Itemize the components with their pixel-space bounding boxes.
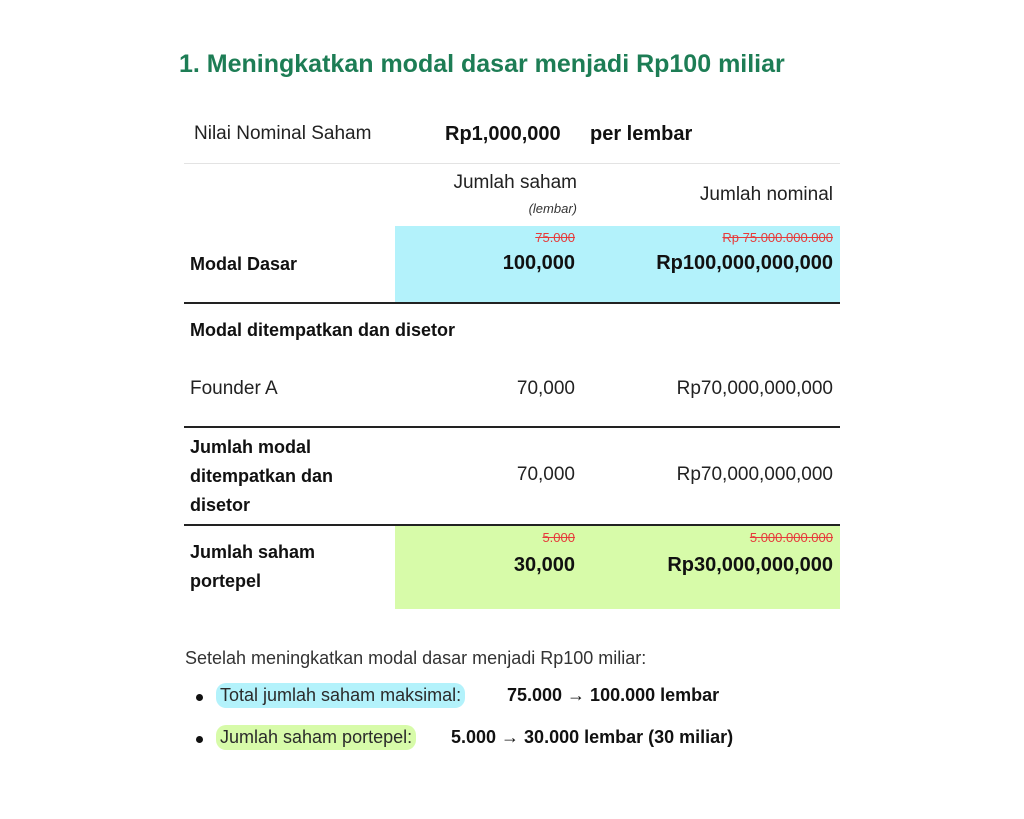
total-issued-label-2: ditempatkan dan <box>190 466 334 486</box>
nominal-unit: per lembar <box>590 123 693 145</box>
modal-dasar-old-amount: Rp 75.000.000.000 <box>722 230 833 245</box>
bullet-dot-icon <box>196 736 203 743</box>
summary-intro: Setelah meningkatkan modal dasar menjadi Rp100 miliar: <box>185 648 647 668</box>
modal-dasar-label: Modal Dasar <box>190 254 298 274</box>
nominal-label: Nilai Nominal Saham <box>194 123 372 144</box>
modal-dasar-new-shares: 100,000 <box>502 252 575 274</box>
founder-amount: Rp70,000,000,000 <box>676 378 833 399</box>
modal-dasar-new-amount: Rp100,000,000,000 <box>656 252 833 274</box>
total-issued-amount: Rp70,000,000,000 <box>676 464 833 485</box>
founder-label: Founder A <box>190 378 278 399</box>
table-row-portepel <box>184 526 840 609</box>
section-label: Modal ditempatkan dan disetor <box>190 320 456 340</box>
table-row-total-issued <box>184 428 840 526</box>
max-shares-change: 75.000 → 100.000 lembar <box>507 685 720 705</box>
portepel-shares-cell <box>395 526 581 609</box>
col-shares-subheader: (lembar) <box>528 201 577 216</box>
founder-shares: 70,000 <box>516 378 575 399</box>
table-header-row <box>184 164 840 226</box>
col-shares-header: Jumlah saham <box>453 172 577 193</box>
page-title: 1. Meningkatkan modal dasar menjadi Rp100 miliar <box>179 50 785 78</box>
nominal-value: Rp1,000,000 <box>445 123 561 145</box>
table-row-modal-dasar <box>184 226 840 304</box>
highlight-portepel: Jumlah saham portepel: <box>216 725 416 750</box>
modal-dasar-old-shares: 75.000 <box>535 230 575 245</box>
total-issued-label-3: disetor <box>190 495 251 515</box>
portepel-old-shares: 5.000 <box>542 530 575 545</box>
portepel-change: 5.000 → 30.000 lembar (30 miliar) <box>451 727 734 747</box>
portepel-label-2: portepel <box>190 571 262 591</box>
table-row-founder <box>184 360 840 428</box>
total-issued-label-1: Jumlah modal <box>190 437 312 457</box>
portepel-old-amount: 5.000.000.000 <box>749 530 833 545</box>
portepel-amount-cell <box>581 526 840 609</box>
modal-dasar-shares-cell <box>395 226 581 302</box>
portepel-new-amount: Rp30,000,000,000 <box>667 554 833 576</box>
nominal-value-row <box>184 105 840 164</box>
col-amount-header: Jumlah nominal <box>699 184 833 205</box>
total-issued-shares: 70,000 <box>516 464 575 485</box>
capital-table <box>184 164 840 609</box>
bullet-dot-icon <box>196 694 203 701</box>
modal-dasar-amount-cell <box>581 226 840 302</box>
table-section-heading <box>184 304 840 360</box>
highlight-max-shares: Total jumlah saham maksimal: <box>216 683 465 708</box>
portepel-label-1: Jumlah saham <box>190 542 316 562</box>
portepel-new-shares: 30,000 <box>513 554 575 576</box>
